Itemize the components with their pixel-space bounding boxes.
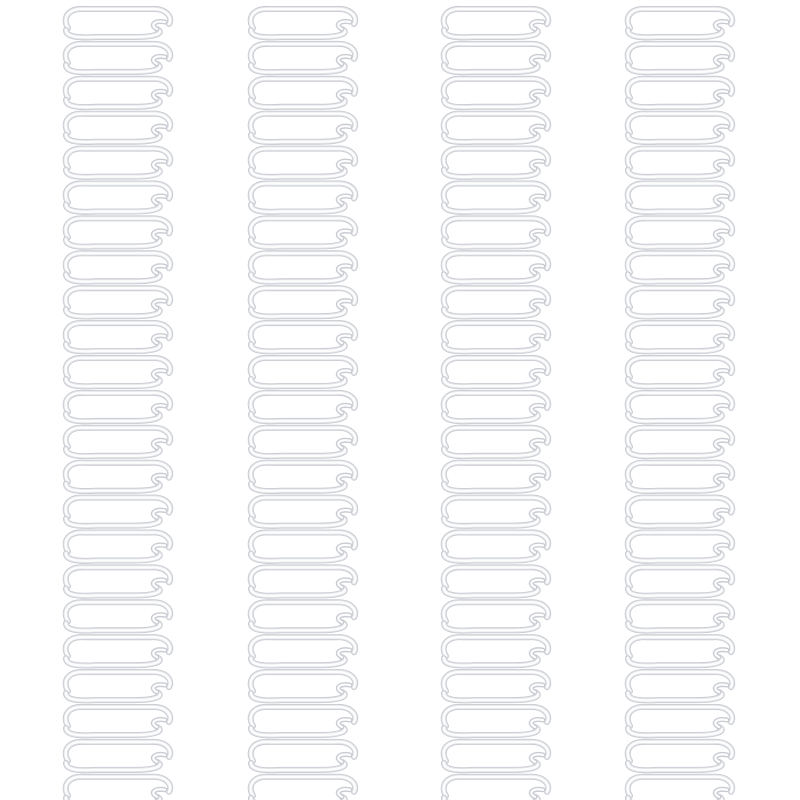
coil-loop (444, 253, 548, 281)
coil-loop (66, 79, 170, 107)
coil-loop (251, 288, 355, 316)
coil-loop (628, 672, 732, 700)
coil-loop (251, 637, 355, 665)
coil-loop (251, 218, 355, 246)
coil-loop (66, 672, 170, 700)
coil-loop (66, 44, 170, 72)
coil-loop (628, 637, 732, 665)
coil-loop (251, 393, 355, 421)
coil-loop (251, 358, 355, 386)
coil-loop (66, 532, 170, 560)
coil-loop (628, 149, 732, 177)
coil-loop (251, 532, 355, 560)
coil-loop (66, 428, 170, 456)
coil-loop (628, 498, 732, 526)
coil-loop (66, 498, 170, 526)
coil-loop (251, 742, 355, 770)
coil-loop (66, 463, 170, 491)
coil-loop (628, 9, 732, 37)
coil-loop (251, 323, 355, 351)
coil-loop (628, 44, 732, 72)
coil-loop (444, 79, 548, 107)
coil-loop (66, 183, 170, 211)
coil-loop (628, 288, 732, 316)
coil-loop (251, 44, 355, 72)
coil-loop (66, 9, 170, 37)
coil-loop (628, 567, 732, 595)
coil-loop (444, 637, 548, 665)
coil-loop (66, 393, 170, 421)
coil-loop (251, 463, 355, 491)
coil-loop (444, 532, 548, 560)
coil-loop (251, 428, 355, 456)
coil-loop (444, 707, 548, 735)
coil-loop (444, 358, 548, 386)
coil-loop (444, 498, 548, 526)
coil-loop (444, 777, 548, 800)
coil-loop (251, 707, 355, 735)
coil-loop (628, 532, 732, 560)
coil-loop (628, 463, 732, 491)
coil-loop (628, 218, 732, 246)
coil-loop (66, 323, 170, 351)
coil-loop (628, 602, 732, 630)
coil-loop (444, 183, 548, 211)
coil-loop (66, 114, 170, 142)
coil-strip (251, 9, 355, 800)
coil-strip (628, 9, 732, 800)
coil-loop (444, 218, 548, 246)
coil-loop (628, 358, 732, 386)
coil-strip (444, 9, 548, 800)
coil-loop (628, 323, 732, 351)
coil-loop (66, 253, 170, 281)
coil-loop (444, 602, 548, 630)
coil-loop (444, 463, 548, 491)
coil-loop (66, 602, 170, 630)
coil-loop (66, 637, 170, 665)
coil-loop (628, 79, 732, 107)
coil-loop (444, 114, 548, 142)
coil-loop (251, 79, 355, 107)
coil-loop (628, 393, 732, 421)
coil-loop (444, 44, 548, 72)
coil-loop (251, 253, 355, 281)
coil-loop (444, 393, 548, 421)
coil-loop (251, 567, 355, 595)
coil-loop (628, 114, 732, 142)
coil-loop (628, 428, 732, 456)
coil-loop (66, 777, 170, 800)
coil-loop (66, 149, 170, 177)
coil-loop (66, 358, 170, 386)
coil-loop (66, 707, 170, 735)
coil-loop (251, 183, 355, 211)
coil-loop (628, 183, 732, 211)
coil-loop (444, 742, 548, 770)
coil-loop (628, 707, 732, 735)
coil-loop (251, 9, 355, 37)
coil-loop (251, 114, 355, 142)
coil-loop (444, 672, 548, 700)
coil-loop (444, 149, 548, 177)
coil-loop (628, 742, 732, 770)
coil-loop (444, 9, 548, 37)
coil-loop (444, 323, 548, 351)
coil-loop (66, 288, 170, 316)
coil-loop (251, 498, 355, 526)
coil-loop (251, 777, 355, 800)
coil-loop (66, 218, 170, 246)
coil-loop (444, 428, 548, 456)
coil-loop (628, 777, 732, 800)
coil-loop (66, 742, 170, 770)
coil-loop (66, 567, 170, 595)
coil-strip (66, 9, 170, 800)
coil-loop (444, 288, 548, 316)
coil-loop (628, 253, 732, 281)
coil-loop (251, 149, 355, 177)
coil-loop (251, 672, 355, 700)
coil-loop (444, 567, 548, 595)
coil-loop (251, 602, 355, 630)
